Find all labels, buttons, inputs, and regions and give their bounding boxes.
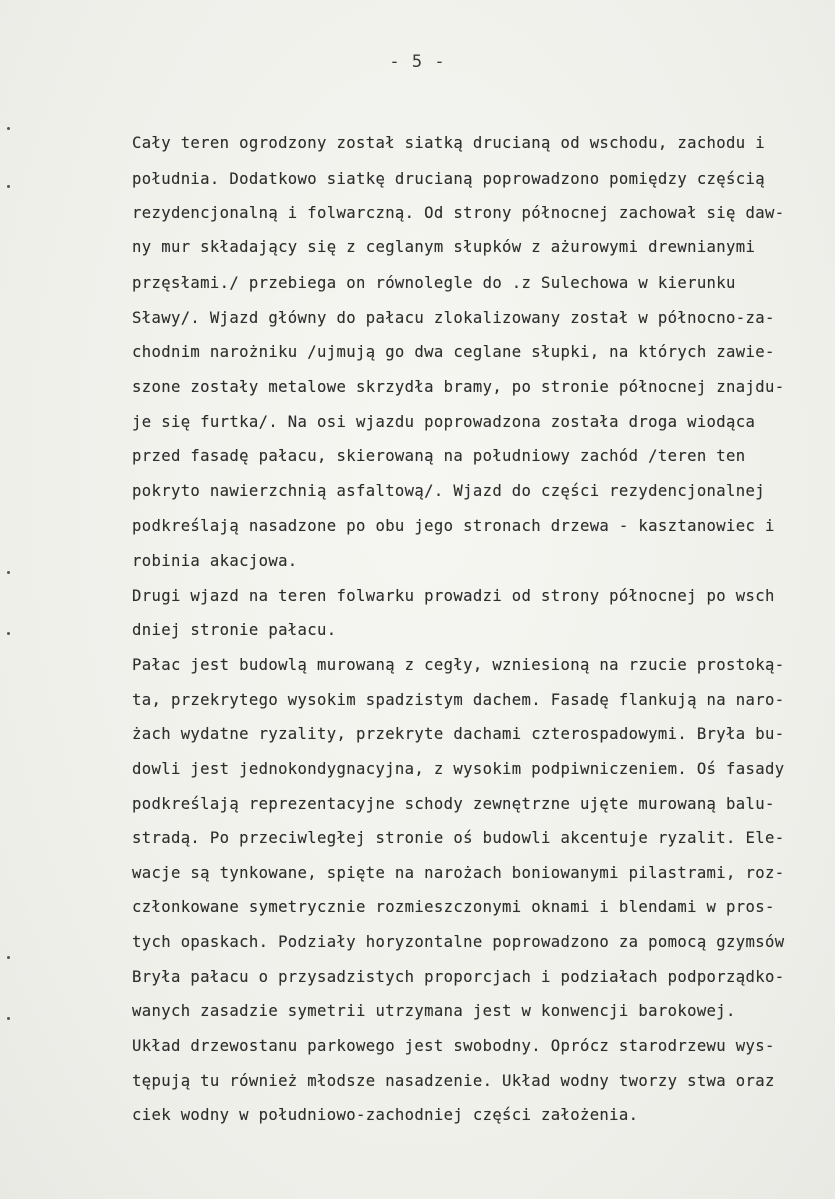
margin-mark <box>7 185 10 188</box>
text-line: tych opaskach. Podziały horyzontalne poprowadzono za pomocą gzymsów <box>132 933 785 951</box>
text-line: Układ drzewostanu parkowego jest swobodny. Oprócz starodrzewu wys- <box>132 1037 775 1055</box>
text-line: je się furtka/. Na osi wjazdu poprowadzona została droga wiodąca <box>132 413 756 431</box>
text-line: ta, przekrytego wysokim spadzistym dachem. Fasadę flankują na naro- <box>132 691 785 709</box>
text-line: Bryła pałacu o przysadzistych proporcjach i podziałach podporządko- <box>132 968 785 986</box>
text-line: podkreślają nasadzone po obu jego stronach drzewa - kasztanowiec i <box>132 517 775 535</box>
text-line: wacje są tynkowane, spięte na narożach boniowanymi pilastrami, roz- <box>132 864 785 882</box>
text-line: Drugi wjazd na teren folwarku prowadzi od strony północnej po wsch <box>132 587 775 605</box>
text-line: Pałac jest budowlą murowaną z cegły, wzniesioną na rzucie prostoką- <box>132 656 785 674</box>
text-line: podkreślają reprezentacyjne schody zewnętrzne ujęte murowaną balu- <box>132 795 775 813</box>
margin-mark <box>7 127 10 130</box>
margin-mark <box>7 956 10 959</box>
text-line: południa. Dodatkowo siatkę drucianą poprowadzono pomiędzy częścią <box>132 170 765 188</box>
text-line: szone zostały metalowe skrzydła bramy, po stronie północnej znajdu- <box>132 378 785 396</box>
page-number: - 5 - <box>389 52 446 72</box>
text-line: ny mur składający się z ceglanym słupków z ażurowymi drewnianymi <box>132 238 756 256</box>
text-line: wanych zasadzie symetrii utrzymana jest w konwencji barokowej. <box>132 1002 736 1020</box>
text-line: stradą. Po przeciwległej stronie oś budowli akcentuje ryzalit. Ele- <box>132 829 785 847</box>
text-line: przed fasadę pałacu, skierowaną na południowy zachód /teren ten <box>132 447 746 465</box>
text-line: Cały teren ogrodzony został siatką drucianą od wschodu, zachodu i <box>132 134 765 152</box>
text-line: tępują tu również młodsze nasadzenie. Układ wodny tworzy stwa oraz <box>132 1072 775 1090</box>
text-line: żach wydatne ryzality, przekryte dachami czterospadowymi. Bryła bu- <box>132 725 785 743</box>
text-line: rezydencjonalną i folwarczną. Od strony północnej zachował się daw- <box>132 204 785 222</box>
text-line: chodnim narożniku /ujmują go dwa ceglane słupki, na których zawie- <box>132 343 775 361</box>
margin-mark <box>7 1017 10 1020</box>
text-line: Sławy/. Wjazd główny do pałacu zlokalizowany został w północno-za- <box>132 309 775 327</box>
text-line: członkowane symetrycznie rozmieszczonymi oknami i blendami w pros- <box>132 898 775 916</box>
text-line: ciek wodny w południowo-zachodniej części założenia. <box>132 1106 639 1124</box>
text-line: robinia akacjowa. <box>132 552 298 570</box>
margin-mark <box>7 632 10 635</box>
text-line: dniej stronie pałacu. <box>132 621 337 639</box>
text-line: dowli jest jednokondygnacyjna, z wysokim podpiwniczeniem. Oś fasady <box>132 760 785 778</box>
text-line: pokryto nawierzchnią asfaltową/. Wjazd do części rezydencjonalnej <box>132 482 765 500</box>
text-line: przęsłami./ przebiega on równolegle do .z Sulechowa w kierunku <box>132 274 736 292</box>
margin-mark <box>7 571 10 574</box>
